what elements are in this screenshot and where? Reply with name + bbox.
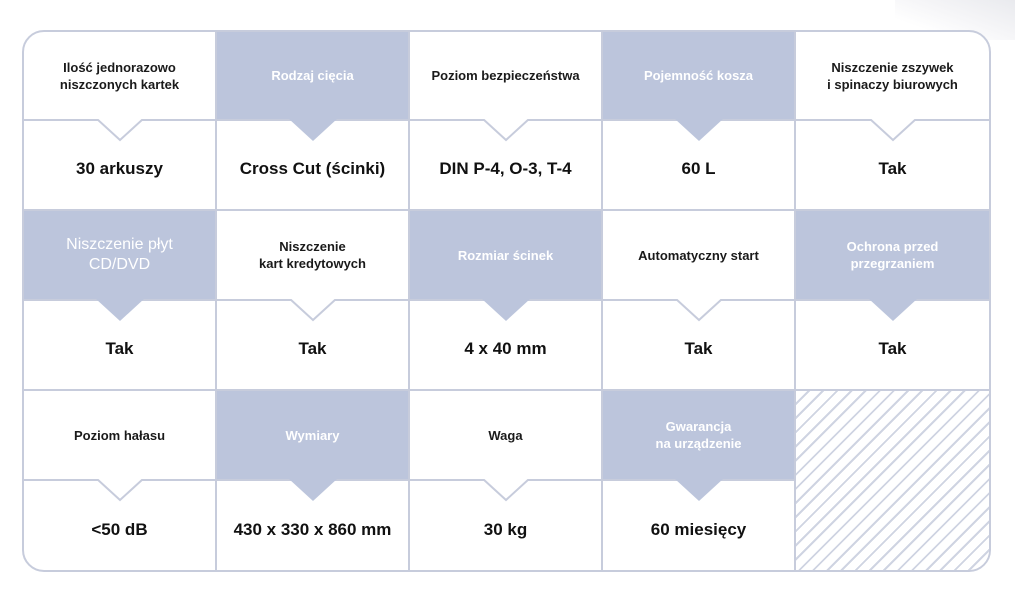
pointer-outline-icon — [675, 299, 723, 323]
spec-value-security-level: DIN P-4, O-3, T-4 — [410, 121, 603, 211]
spec-label-overheat-protection: Ochrona przed przegrzaniem — [796, 211, 989, 301]
spec-grid — [24, 32, 989, 570]
spec-label-shred-size: Rozmiar ścinek — [410, 211, 603, 301]
pointer-filled-icon — [675, 119, 723, 143]
spec-value-sheets: 30 arkuszy — [24, 121, 217, 211]
empty-hatched-cell — [796, 391, 989, 570]
spec-value-warranty: 60 miesięcy — [603, 481, 796, 570]
spec-label-weight: Waga — [410, 391, 603, 481]
pointer-outline-icon — [289, 299, 337, 323]
spec-value-staples: Tak — [796, 121, 989, 211]
pointer-filled-icon — [482, 299, 530, 323]
pointer-outline-icon — [482, 479, 530, 503]
spec-label-warranty: Gwarancja na urządzenie — [603, 391, 796, 481]
spec-label-cd-dvd: Niszczenie płyt CD/DVD — [24, 211, 217, 301]
pointer-outline-icon — [96, 119, 144, 143]
spec-value-bin-capacity: 60 L — [603, 121, 796, 211]
pointer-outline-icon — [869, 119, 917, 143]
spec-value-auto-start: Tak — [603, 301, 796, 391]
spec-label-staples: Niszczenie zszywek i spinaczy biurowych — [796, 32, 989, 121]
spec-label-auto-start: Automatyczny start — [603, 211, 796, 301]
spec-label-credit-cards: Niszczenie kart kredytowych — [217, 211, 410, 301]
pointer-outline-icon — [96, 479, 144, 503]
spec-label-sheets: Ilość jednorazowo niszczonych kartek — [24, 32, 217, 121]
pointer-filled-icon — [289, 119, 337, 143]
spec-value-weight: 30 kg — [410, 481, 603, 570]
spec-label-noise-level: Poziom hałasu — [24, 391, 217, 481]
spec-value-noise-level: <50 dB — [24, 481, 217, 570]
spec-value-dimensions: 430 x 330 x 860 mm — [217, 481, 410, 570]
spec-table — [22, 30, 991, 572]
spec-label-dimensions: Wymiary — [217, 391, 410, 481]
spec-value-shred-size: 4 x 40 mm — [410, 301, 603, 391]
pointer-filled-icon — [869, 299, 917, 323]
spec-label-cut-type: Rodzaj cięcia — [217, 32, 410, 121]
pointer-filled-icon — [675, 479, 723, 503]
spec-value-cut-type: Cross Cut (ścinki) — [217, 121, 410, 211]
spec-label-security-level: Poziom bezpieczeństwa — [410, 32, 603, 121]
pointer-filled-icon — [96, 299, 144, 323]
pointer-filled-icon — [289, 479, 337, 503]
spec-value-overheat-protection: Tak — [796, 301, 989, 391]
spec-label-bin-capacity: Pojemność kosza — [603, 32, 796, 121]
pointer-outline-icon — [482, 119, 530, 143]
spec-value-cd-dvd: Tak — [24, 301, 217, 391]
spec-value-credit-cards: Tak — [217, 301, 410, 391]
